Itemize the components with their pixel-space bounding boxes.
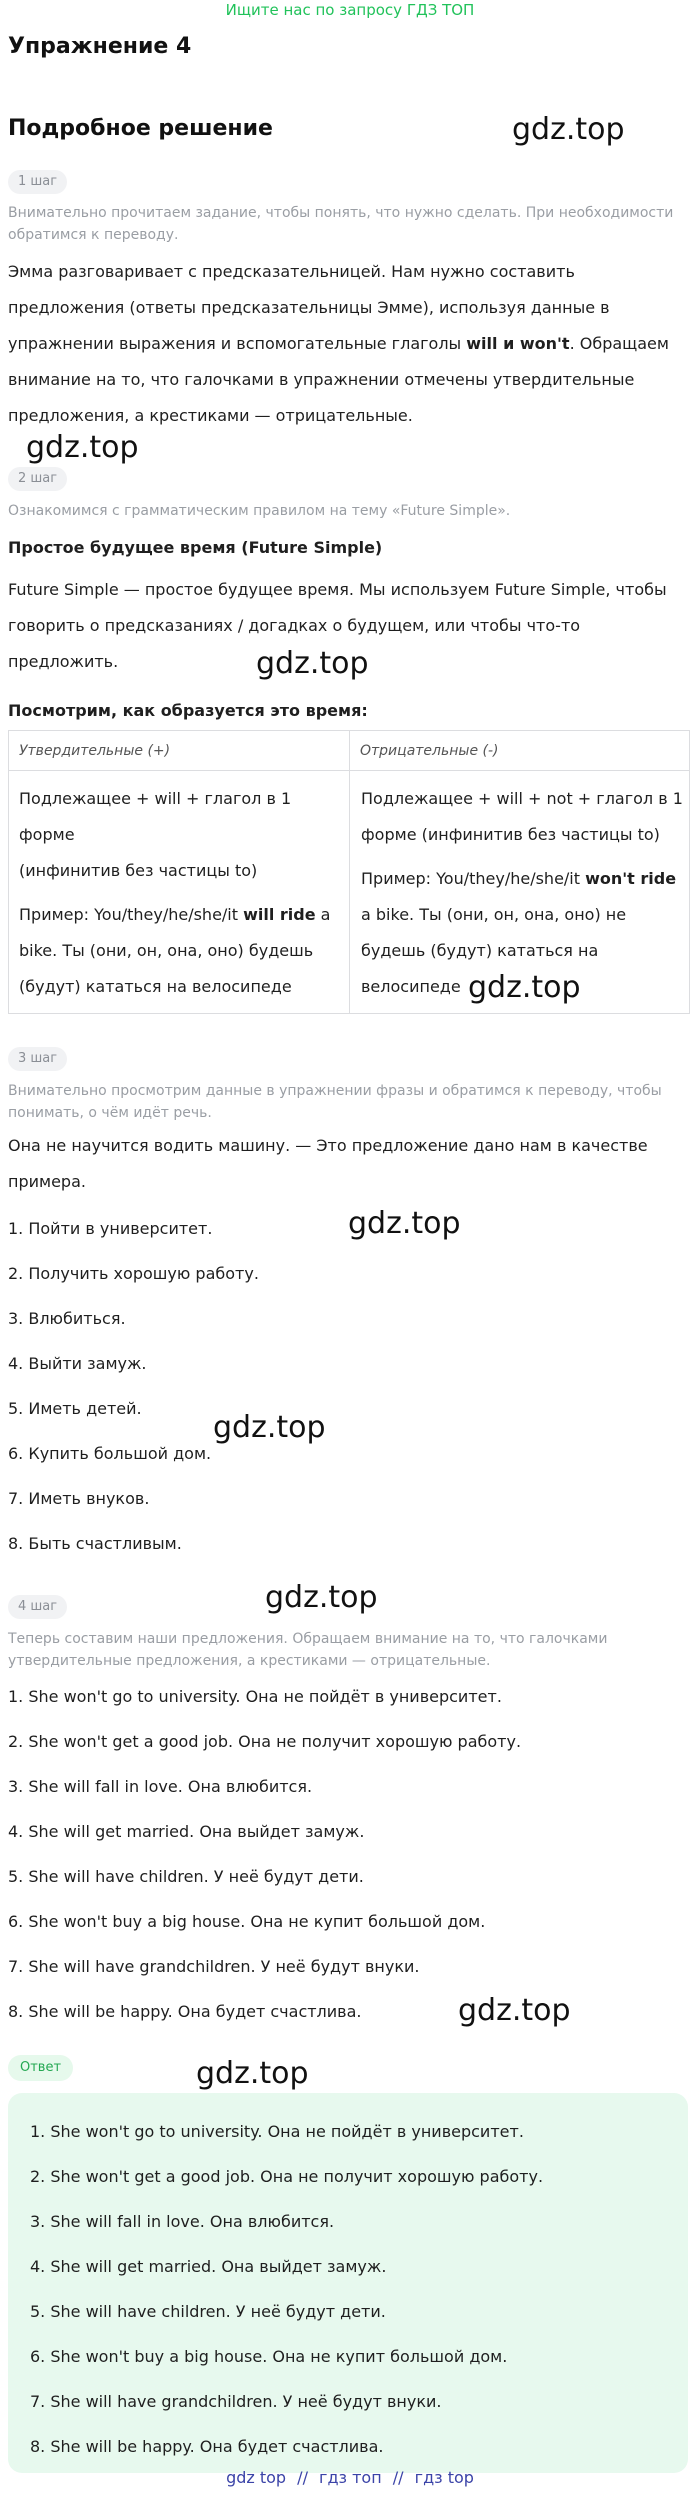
step-text: Эмма разговаривает с предсказательницей. Нам нужно составить предложения (ответы предсказательницы Эмме), используя данные в упражнении выражения и вспомогательные глаголы will и won't. Обращаем внимание на то, что галочками в упражнении отмечены утвердительные предложения, а крестиками — отрицательные. — [8, 262, 669, 425]
table-divider — [349, 771, 350, 1013]
table-cell-negative: Подлежащее + will + not + глагол в 1 форме (инфинитив без частицы to) Пример: You/they/he/she/it won't ride a bike. Ты (они, он, она, оно) не будешь (будут) кататься на велосипеде — [361, 789, 683, 996]
step-hint: Теперь составим наши предложения. Обращаем внимание на то, что галочками утвердительные предложения, а крестиками — отрицательные. — [8, 1631, 608, 1669]
table-header-negative: Отрицательные (-) — [349, 731, 689, 771]
step-hint: Внимательно прочитаем задание, чтобы понять, что нужно сделать. При необходимости обратимся к переводу. — [8, 205, 674, 243]
list-item: 2. She won't get a good job. Она не получит хорошую работу. — [8, 1732, 522, 1751]
answer-box — [8, 2093, 688, 2473]
list-item: 7. Иметь внуков. — [8, 1489, 150, 1508]
watermark: gdz.top — [468, 970, 581, 1005]
answer-item: 3. She will fall in love. Она влюбится. — [30, 2212, 335, 2231]
list-item: 8. She will be happy. Она будет счастлива. — [8, 2002, 362, 2021]
answer-item: 7. She will have grandchildren. У неё будут внуки. — [30, 2392, 442, 2411]
bottom-link[interactable]: gdz top — [226, 2468, 287, 2487]
list-item: 8. Быть счастливым. — [8, 1534, 182, 1553]
answer-item: 6. She won't buy a big house. Она не купит большой дом. — [30, 2347, 508, 2366]
step-hint: Ознакомимся с грамматическим правилом на тему «Future Simple». — [8, 503, 511, 519]
step-badge: 1 шаг — [8, 170, 67, 194]
answer-item: 2. She won't get a good job. Она не получит хорошую работу. — [30, 2167, 544, 2186]
table-cell-affirmative: Подлежащее + will + глагол в 1 форме (инфинитив без частицы to) Пример: You/they/he/she/it will ride a bike. Ты (они, он, она, оно) будешь (будут) кататься на велосипеде — [19, 789, 331, 996]
list-item: 4. She will get married. Она выйдет замуж. — [8, 1822, 365, 1841]
table-header-affirmative: Утвердительные (+) — [9, 731, 349, 771]
watermark: gdz.top — [26, 430, 139, 465]
grammar-table — [8, 730, 690, 1014]
list-item: 5. Иметь детей. — [8, 1399, 142, 1418]
step-badge: 4 шаг — [8, 1595, 67, 1619]
list-item: 1. Пойти в университет. — [8, 1219, 213, 1238]
watermark: gdz.top — [458, 1993, 571, 2028]
list-item: 1. She won't go to university. Она не пойдёт в университет. — [8, 1687, 502, 1706]
bottom-link[interactable]: гдз топ — [319, 2468, 382, 2487]
watermark: gdz.top — [348, 1206, 461, 1241]
answer-item: 4. She will get married. Она выйдет замуж. — [30, 2257, 387, 2276]
answer-badge: Ответ — [8, 2055, 73, 2081]
separator: // — [392, 2468, 404, 2487]
list-item: 7. She will have grandchildren. У неё будут внуки. — [8, 1957, 420, 1976]
solution-title: Подробное решение — [8, 116, 273, 141]
how-title: Посмотрим, как образуется это время: — [8, 701, 368, 720]
search-hint-link[interactable]: Ищите нас по запросу ГДЗ ТОП — [225, 1, 475, 19]
separator: // — [297, 2468, 308, 2487]
watermark: gdz.top — [196, 2056, 309, 2091]
answer-item: 1. She won't go to university. Она не пойдёт в университет. — [30, 2122, 524, 2141]
list-item: 3. She will fall in love. Она влюбится. — [8, 1777, 313, 1796]
step-badge: 2 шаг — [8, 467, 67, 491]
list-item: 4. Выйти замуж. — [8, 1354, 147, 1373]
bottom-link[interactable]: гдз top — [414, 2468, 474, 2487]
watermark: gdz.top — [512, 112, 625, 147]
watermark: gdz.top — [265, 1580, 378, 1615]
rule-text: Future Simple — простое будущее время. Мы используем Future Simple, чтобы говорить о предсказаниях / догадках о будущем, или чтобы что-то предложить. — [8, 580, 667, 671]
list-item: 2. Получить хорошую работу. — [8, 1264, 259, 1283]
watermark: gdz.top — [213, 1410, 326, 1445]
rule-title: Простое будущее время (Future Simple) — [8, 538, 383, 557]
watermark: gdz.top — [256, 646, 369, 681]
list-item: 6. Купить большой дом. — [8, 1444, 212, 1463]
list-item: 3. Влюбиться. — [8, 1309, 126, 1328]
bottom-links — [0, 2468, 700, 2487]
step-hint: Внимательно просмотрим данные в упражнении фразы и обратимся к переводу, чтобы понимать, о чём идёт речь. — [8, 1083, 662, 1121]
answer-item: 8. She will be happy. Она будет счастлива. — [30, 2437, 384, 2456]
answer-item: 5. She will have children. У неё будут дети. — [30, 2302, 386, 2321]
exercise-title: Упражнение 4 — [8, 34, 192, 59]
list-item: 6. She won't buy a big house. Она не купит большой дом. — [8, 1912, 486, 1931]
example-text: Она не научится водить машину. — Это предложение дано нам в качестве примера. — [8, 1136, 648, 1191]
list-item: 5. She will have children. У неё будут дети. — [8, 1867, 364, 1886]
step-badge: 3 шаг — [8, 1047, 67, 1071]
